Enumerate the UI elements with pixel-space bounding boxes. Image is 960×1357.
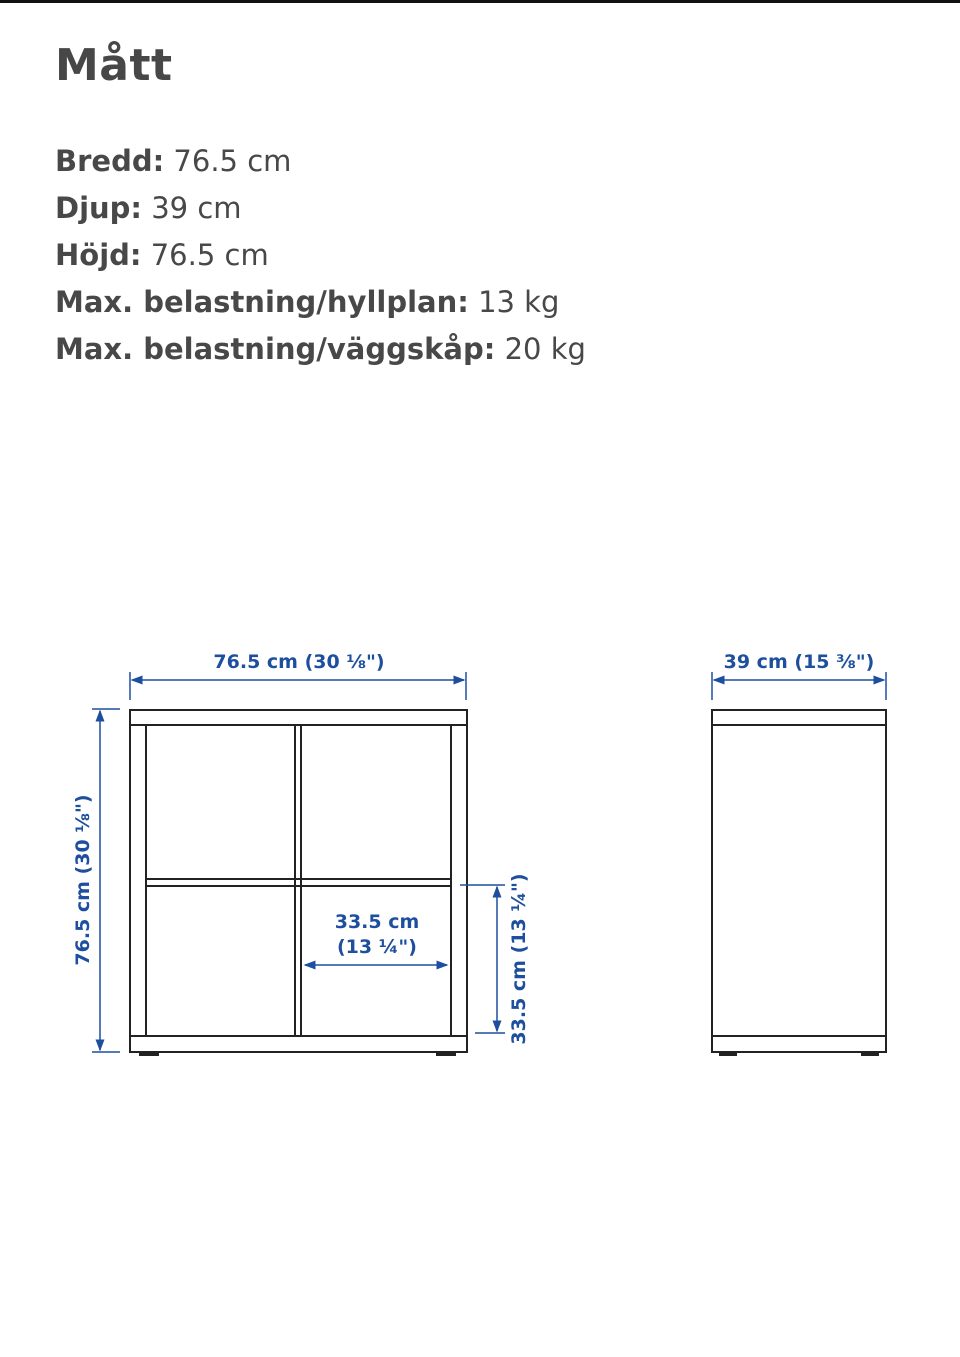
spec-depth: Djup: 39 cm: [55, 191, 242, 225]
compartment-width-label-cm: 33.5 cm: [334, 911, 420, 933]
spec-max-load-shelf: Max. belastning/hyllplan: 13 kg: [55, 285, 560, 319]
side-view: [712, 710, 886, 1055]
depth-label: 39 cm (15 ⅜"): [723, 651, 875, 673]
height-label: 76.5 cm (30 ⅛"): [72, 794, 94, 966]
width-label: 76.5 cm (30 ⅛"): [213, 651, 385, 673]
compartment-height-label: 33.5 cm (13 ¼"): [508, 873, 530, 1045]
spec-max-load-wall: Max. belastning/väggskåp: 20 kg: [55, 332, 586, 366]
dimension-lines: [92, 672, 886, 1052]
spec-height: Höjd: 76.5 cm: [55, 238, 269, 272]
spec-width: Bredd: 76.5 cm: [55, 144, 292, 178]
front-view: [130, 710, 467, 1055]
page-title: Mått: [55, 40, 173, 91]
compartment-width-label-in: (13 ¼"): [337, 936, 417, 958]
